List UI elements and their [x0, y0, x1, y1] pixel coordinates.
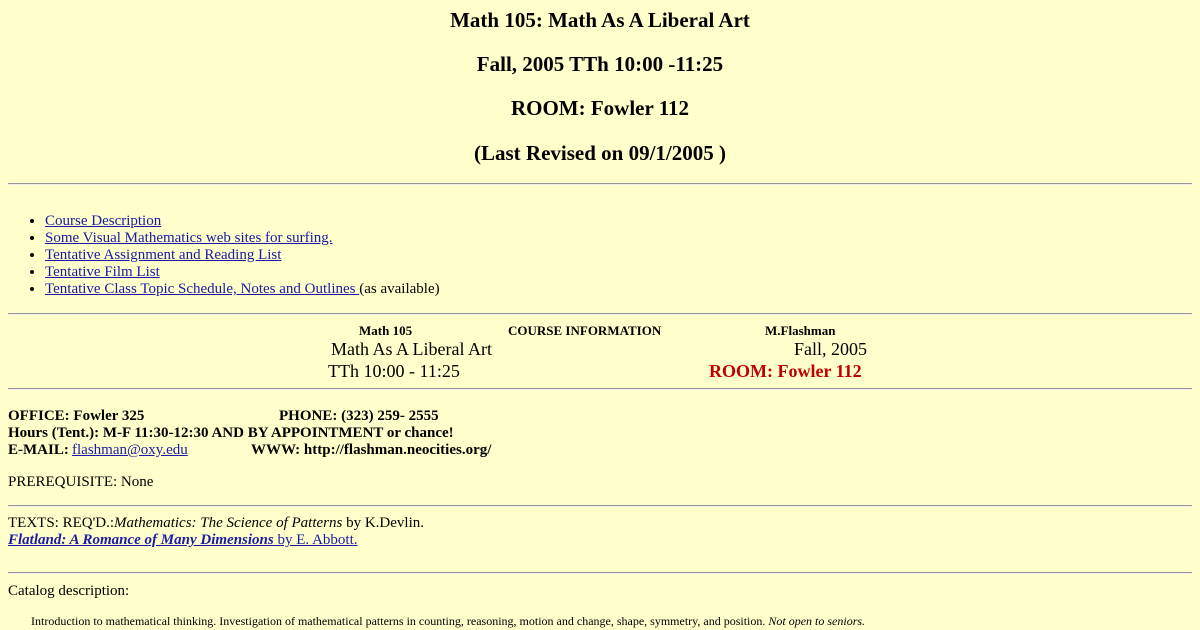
toc-item [45, 230, 440, 247]
link-film-list[interactable]: Tentative Film List [45, 264, 160, 280]
flatland-link[interactable] [8, 532, 358, 548]
email-label: E-MAIL: [8, 442, 69, 458]
link-course-description[interactable]: Course Description [45, 213, 162, 229]
divider [8, 505, 1192, 507]
catalog-note: Not open to seniors. [768, 614, 866, 628]
catalog-label: Catalog description: [8, 583, 130, 599]
book2-line [8, 532, 358, 549]
prerequisite: PREREQUISITE: None [8, 474, 154, 490]
toc-item [45, 247, 440, 264]
page-title: Math 105: Math As A Liberal Art [450, 8, 750, 32]
divider [8, 388, 1192, 390]
course-time: TTh 10:00 - 11:25 [328, 361, 460, 381]
office-hours: Hours (Tent.): M-F 11:30-12:30 AND BY APPOINTMENT or chance! [8, 425, 454, 441]
link-visual-math-sites[interactable]: Some Visual Mathematics web sites for surfing. [45, 230, 333, 246]
course-info-heading: COURSE INFORMATION [508, 323, 662, 338]
toc-item [45, 281, 440, 298]
book1-title: Mathematics: The Science of Patterns [114, 515, 343, 531]
revised-heading: (Last Revised on 09/1/2005 ) [474, 141, 726, 165]
course-room: ROOM: Fowler 112 [709, 361, 862, 381]
course-term: Fall, 2005 [794, 339, 868, 359]
instructor-name: M.Flashman [765, 323, 836, 338]
www-info: WWW: http://flashman.neocities.org/ [251, 442, 492, 458]
toc-item [45, 264, 440, 281]
divider [8, 313, 1192, 315]
catalog-text: Introduction to mathematical thinking. Investigation of mathematical patterns in counting, reasoning, motion and change, shape, symmetry, and position. [31, 614, 769, 628]
link-assignment-reading-list[interactable]: Tentative Assignment and Reading List [45, 247, 282, 263]
course-name: Math As A Liberal Art [331, 339, 492, 359]
book1-author: by K.Devlin. [342, 515, 424, 531]
divider [8, 183, 1192, 185]
course-number: Math 105 [359, 323, 413, 338]
catalog-description [31, 613, 865, 630]
as-available-note: (as available) [359, 281, 440, 297]
toc-list [8, 213, 440, 298]
term-time-heading: Fall, 2005 TTh 10:00 -11:25 [476, 52, 724, 76]
email-link[interactable]: flashman@oxy.edu [72, 442, 188, 458]
book2-author: by E. Abbott. [273, 532, 358, 548]
office-info: OFFICE: Fowler 325 [8, 408, 145, 424]
link-class-schedule[interactable]: Tentative Class Topic Schedule, Notes and Outlines [45, 281, 360, 297]
texts-line [8, 515, 424, 532]
toc-item [45, 213, 440, 230]
phone-info: PHONE: (323) 259- 2555 [279, 408, 439, 424]
texts-label: TEXTS: REQ'D.: [8, 515, 115, 531]
book2-title: Flatland: A Romance of Many Dimensions [8, 532, 274, 548]
divider [8, 572, 1192, 574]
room-heading: ROOM: Fowler 112 [510, 96, 690, 120]
